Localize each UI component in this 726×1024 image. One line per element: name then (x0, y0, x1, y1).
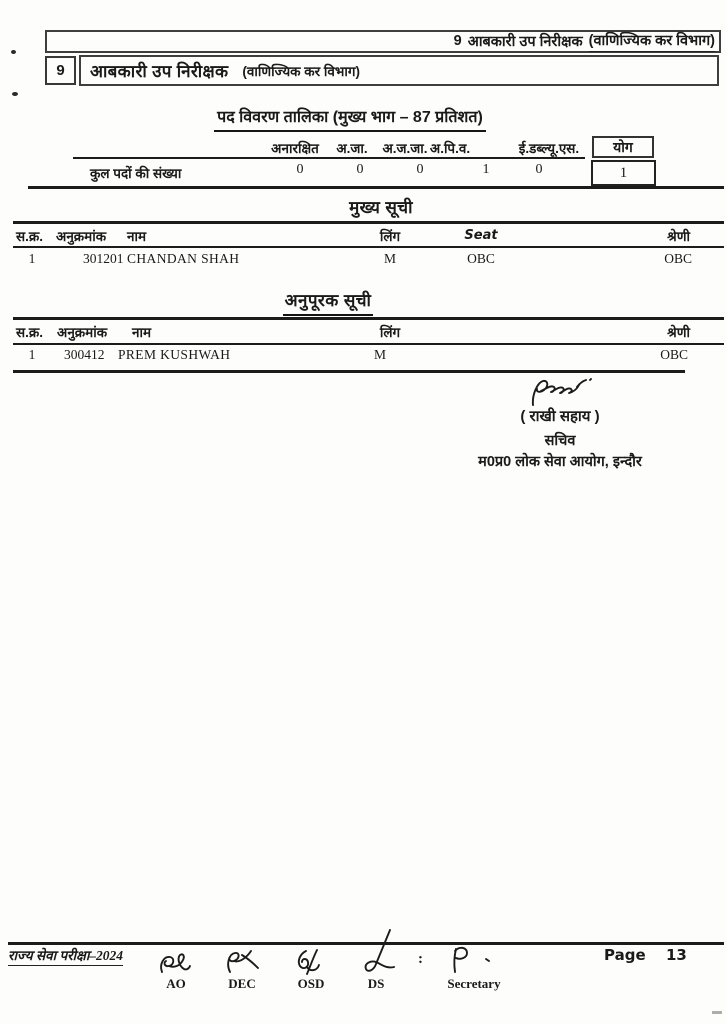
supp-row-gender: M (373, 347, 386, 362)
dec-initials-scribble (220, 948, 264, 976)
footer-sign-dec: DEC (228, 976, 256, 991)
strip-post-number: 9 (453, 33, 462, 49)
strip-department: (वाणिज्यिक कर विभाग) (589, 30, 715, 52)
footer-sign-osd: OSD (297, 976, 325, 991)
supp-header-roll: अनुक्रमांक (57, 325, 108, 340)
col-obc: अ.पि.व. (429, 141, 471, 156)
supp-row-roll: 300412 (64, 347, 105, 362)
main-row-name: CHANDAN SHAH (127, 251, 240, 266)
osd-initials-scribble (290, 948, 332, 976)
supplementary-list-title: अनुपूरक सूची (248, 288, 408, 316)
table-rule (13, 343, 724, 345)
table-rule (73, 157, 585, 159)
value-st: 0 (416, 162, 424, 177)
main-header-gender: लिंग (379, 229, 401, 244)
value-obc: 1 (482, 162, 490, 177)
main-row-seat: OBC (467, 251, 495, 266)
post-header-box (79, 55, 719, 86)
signatory-designation: सचिव (544, 433, 576, 449)
supp-row-category: OBC (660, 347, 688, 362)
main-row-sno: 1 (28, 251, 36, 266)
total-posts-row-label: कुल पदों की संख्या (90, 166, 182, 181)
col-ews: ई.डब्ल्यू.एस. (518, 141, 580, 156)
value-ews: 0 (535, 162, 543, 177)
supp-row-sno: 1 (28, 347, 36, 362)
col-st: अ.ज.जा. (382, 141, 428, 156)
value-total-box: 1 (591, 160, 656, 186)
col-total-box: योग (592, 136, 654, 158)
supp-header-sno: स.क्र. (16, 325, 43, 340)
value-sc: 0 (356, 162, 364, 177)
exam-name: राज्य सेवा परीक्षा–2024 (8, 946, 123, 964)
ao-initials-scribble (156, 950, 196, 976)
main-list-title: मुख्य सूची (306, 195, 456, 223)
post-title: आबकारी उप निरीक्षक (90, 62, 229, 81)
ink-mark: : (418, 951, 423, 967)
scan-artifact-dot (712, 1011, 722, 1014)
supp-header-gender: लिंग (379, 325, 401, 340)
supp-header-name: नाम (132, 325, 152, 340)
main-row-roll: 301201 (83, 251, 124, 266)
footer-sign-ao: AO (166, 976, 186, 991)
post-department: (वाणिज्यिक कर विभाग) (242, 63, 361, 79)
page-number: 13 (666, 946, 687, 964)
main-header-name: नाम (127, 229, 147, 244)
value-unreserved: 0 (296, 162, 304, 177)
scan-artifact-dot (12, 92, 18, 96)
table-rule (13, 221, 724, 224)
table-rule-thick (28, 186, 724, 189)
supp-row-name: PREM KUSHWAH (118, 347, 231, 362)
col-unreserved: अनारक्षित (271, 141, 319, 156)
footer-sign-secretary: Secretary (447, 976, 501, 991)
scan-artifact-dot (11, 50, 16, 54)
col-sc: अ.जा. (336, 141, 368, 156)
table-rule (13, 370, 685, 373)
main-row-gender: M (383, 251, 396, 266)
signatory-organization: म0प्र0 लोक सेवा आयोग, इन्दौर (478, 454, 642, 470)
main-header-roll: अनुक्रमांक (56, 229, 107, 244)
footer-sign-ds: DS (367, 976, 385, 991)
table-rule (13, 317, 724, 320)
secretary-signature-scribble (527, 378, 611, 408)
main-header-seat: Seat (464, 228, 498, 243)
post-detail-table-title: पद विवरण तालिका (मुख्य भाग – 87 प्रतिशत) (60, 105, 640, 132)
post-number-box: 9 (45, 56, 76, 85)
page-header-strip (45, 30, 721, 53)
main-row-category: OBC (664, 251, 692, 266)
supp-header-category: श्रेणी (667, 325, 690, 340)
secretary-initials-scribble (446, 946, 502, 974)
main-header-category: श्रेणी (667, 229, 690, 244)
ds-initials-scribble (352, 928, 400, 978)
table-rule (13, 246, 724, 248)
page-label: Page (604, 946, 646, 964)
signatory-name: ( राखी सहाय ) (520, 408, 600, 425)
strip-post-title: आबकारी उप निरीक्षक (467, 34, 583, 50)
main-header-sno: स.क्र. (16, 229, 43, 244)
